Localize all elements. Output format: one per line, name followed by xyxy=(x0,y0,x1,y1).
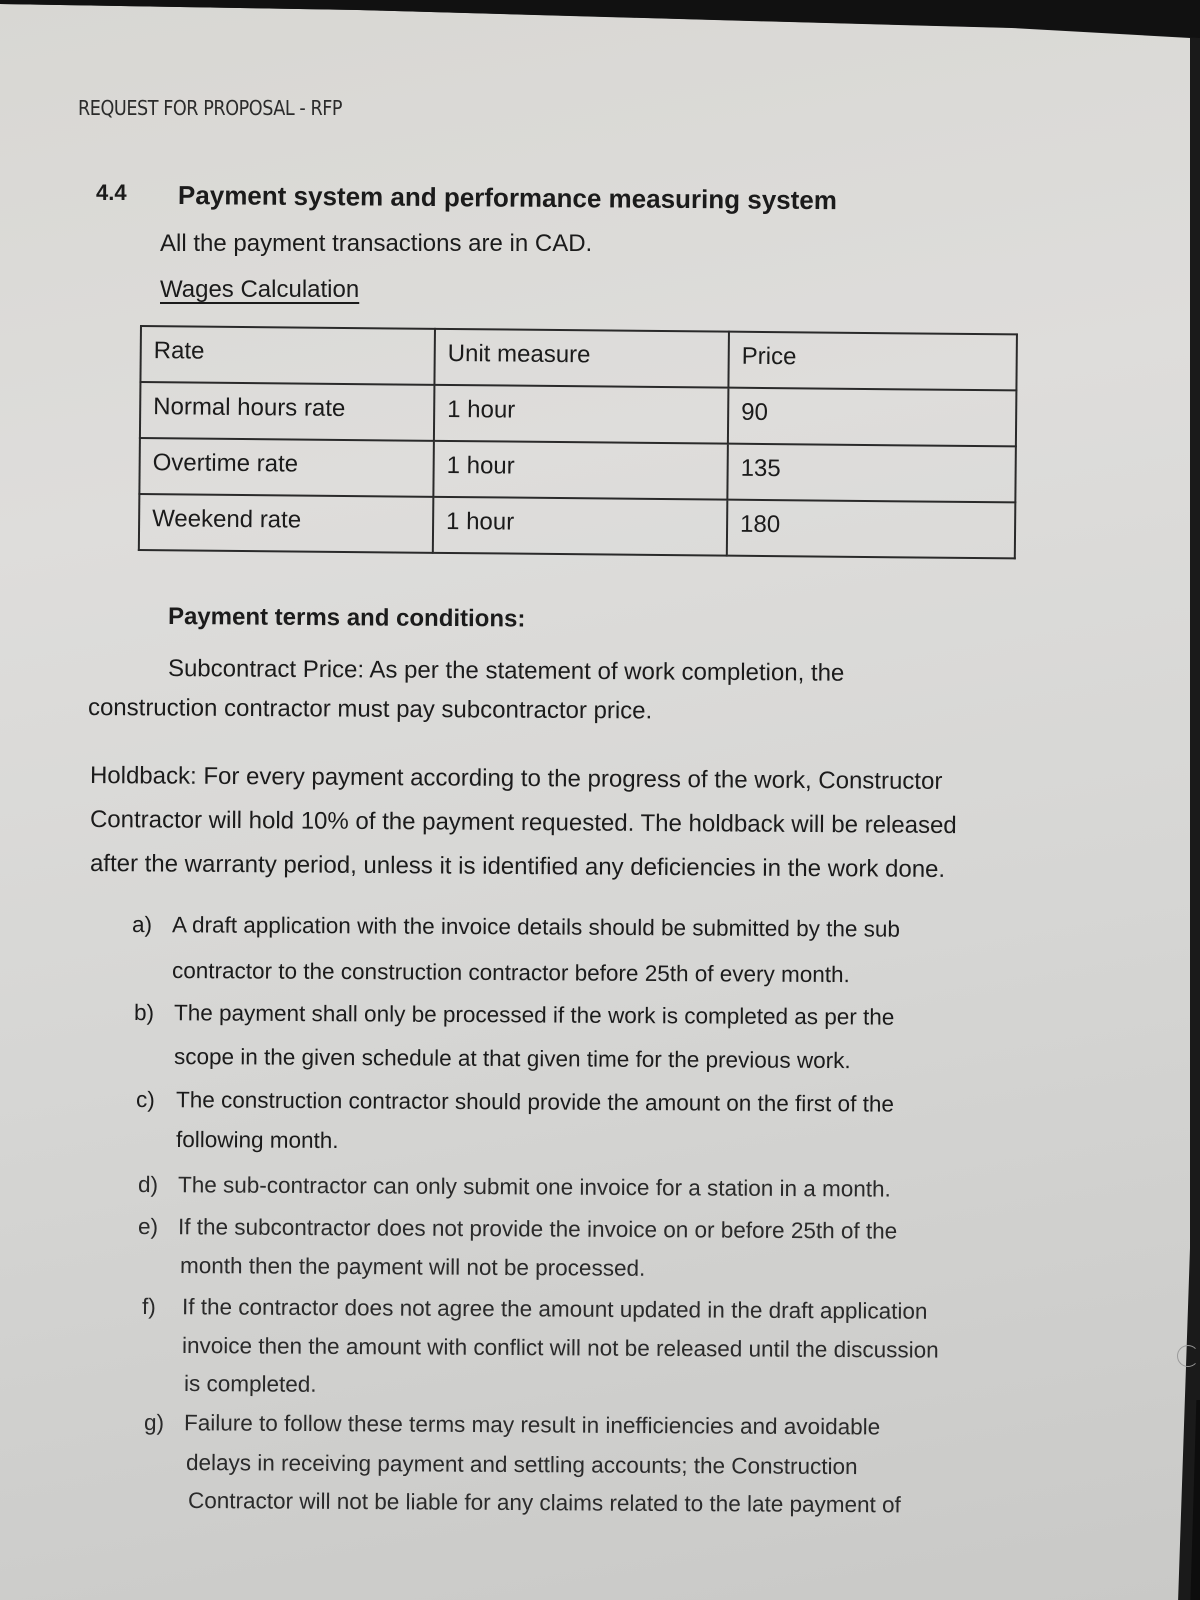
list-marker: a) xyxy=(131,912,153,938)
document-header: REQUEST FOR PROPOSAL - RFP xyxy=(78,96,343,120)
table-row xyxy=(139,438,1015,502)
list-marker: d) xyxy=(137,1172,159,1198)
condition-text: The construction contractor should provide the amount on the first of the xyxy=(175,1087,894,1117)
condition-text: If the subcontractor does not provide the invoice on or before 25th of the xyxy=(177,1214,898,1244)
subcontract-price-text: construction contractor must pay subcontractor price. xyxy=(87,694,653,725)
condition-item-a xyxy=(132,912,900,943)
unit-cell: 1 hour xyxy=(433,497,728,556)
holdback-text: Holdback: For every payment according to the progress of the work, Constructor xyxy=(89,762,943,795)
column-header: Price xyxy=(728,332,1017,391)
rate-cell: Overtime rate xyxy=(139,438,434,497)
paper-mark-icon xyxy=(1177,1345,1199,1367)
holdback-text: after the warranty period, unless it is identified any deficiencies in the work done. xyxy=(89,850,946,883)
condition-item-e xyxy=(138,1214,897,1245)
condition-text: scope in the given schedule at that given time for the previous work. xyxy=(173,1044,851,1074)
list-marker: b) xyxy=(133,1000,155,1026)
condition-text: The sub-contractor can only submit one invoice for a station in a month. xyxy=(177,1172,891,1202)
column-header: Rate xyxy=(140,326,435,385)
condition-text: following month. xyxy=(175,1127,339,1153)
screen-edge xyxy=(1188,1400,1200,1600)
table-row xyxy=(139,494,1015,558)
subcontract-price-text: Subcontract Price: As per the statement of work completion, the xyxy=(167,655,845,687)
condition-text: invoice then the amount with conflict will not be released until the discussion xyxy=(181,1333,939,1363)
holdback-text: Contractor will hold 10% of the payment requested. The holdback will be released xyxy=(89,806,957,840)
list-marker: f) xyxy=(141,1294,156,1320)
payment-terms-title: Payment terms and conditions: xyxy=(167,603,526,633)
rate-cell: Weekend rate xyxy=(139,494,434,553)
section-number: 4.4 xyxy=(96,180,127,205)
condition-text: Contractor will not be liable for any claims related to the late payment of xyxy=(187,1488,901,1518)
wages-table xyxy=(138,325,1018,559)
condition-item-g xyxy=(144,1410,880,1440)
condition-text: delays in receiving payment and settling accounts; the Construction xyxy=(185,1450,858,1480)
column-header: Unit measure xyxy=(434,329,729,388)
condition-item-b xyxy=(134,1000,895,1031)
condition-text: A draft application with the invoice details should be submitted by the sub xyxy=(171,912,901,942)
price-cell: 90 xyxy=(728,388,1017,447)
condition-text: is completed. xyxy=(183,1371,317,1397)
list-marker: g) xyxy=(143,1410,165,1436)
condition-text: month then the payment will not be processed. xyxy=(179,1253,646,1281)
section-title: Payment system and performance measuring system xyxy=(177,180,838,216)
list-marker: c) xyxy=(135,1087,155,1113)
price-cell: 180 xyxy=(727,500,1016,559)
table-row xyxy=(140,382,1016,446)
list-marker: e) xyxy=(137,1214,159,1240)
condition-text: Failure to follow these terms may result in inefficiencies and avoidable xyxy=(183,1410,881,1440)
condition-text: The payment shall only be processed if the work is completed as per the xyxy=(173,1000,895,1030)
price-cell: 135 xyxy=(727,444,1016,503)
wages-subheading: Wages Calculation xyxy=(160,276,360,303)
condition-item-f xyxy=(142,1294,928,1325)
condition-item-d xyxy=(138,1172,891,1203)
rate-cell: Normal hours rate xyxy=(140,382,435,441)
unit-cell: 1 hour xyxy=(434,385,729,444)
table-header-row xyxy=(140,326,1016,390)
condition-item-c xyxy=(136,1087,894,1118)
condition-text: contractor to the construction contractor before 25th of every month. xyxy=(171,958,850,988)
unit-cell: 1 hour xyxy=(433,441,728,500)
condition-text: If the contractor does not agree the amount updated in the draft application xyxy=(181,1294,928,1324)
currency-note: All the payment transactions are in CAD. xyxy=(160,230,593,257)
